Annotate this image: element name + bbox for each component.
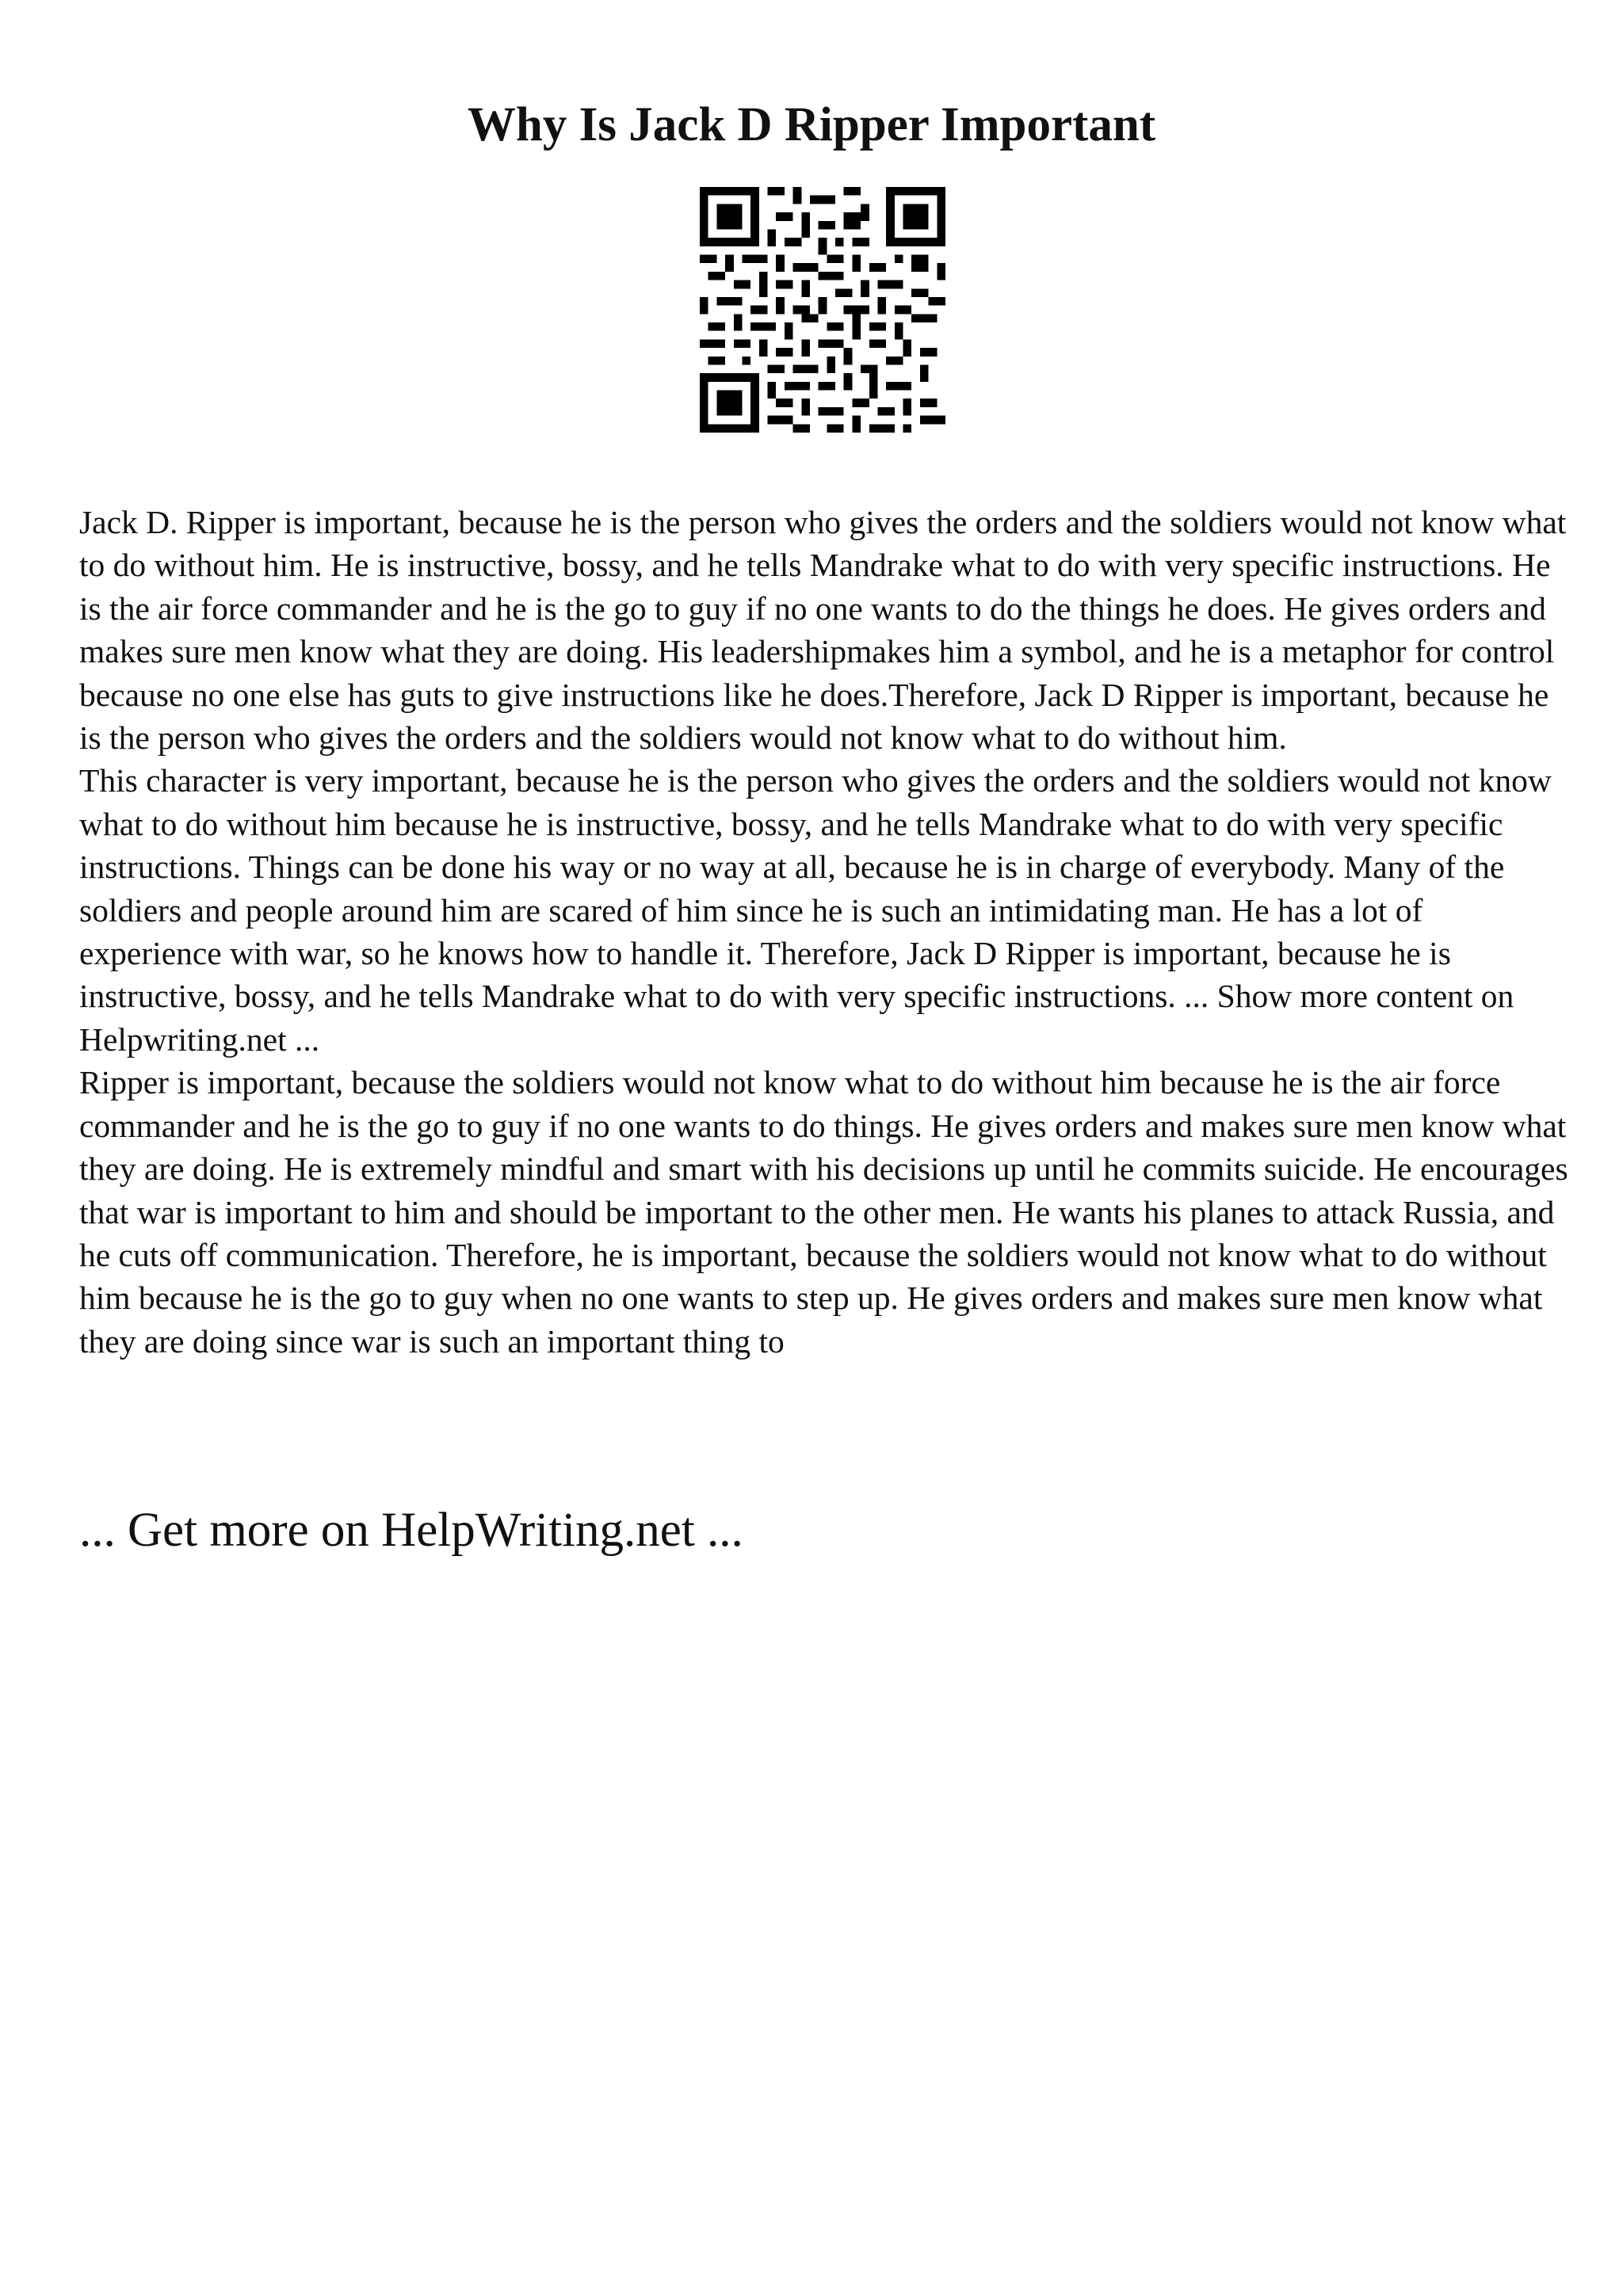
paragraph-2: This character is very important, because he is the person who gives the orders and the soldiers would not know what to do without him because he is instructive, bossy, and he tells Mandrake what to do with very specific instructions. Things can be done his way or no way at all, because he is in charge of everybody. Many of the soldiers and people around him are scared of him since he is such an intimidating man. He has a lot of experience with war, so he knows how to handle it. Therefore, Jack D Ripper is important, because he is instructive, bossy, and he tells Mandrake what to do with very specific instructions. ... Show more content on Helpwriting.net ... — [79, 762, 1552, 1058]
paragraph-1: Jack D. Ripper is important, because he is the person who gives the orders and the soldiers would not know what to do without him. He is instructive, bossy, and he tells Mandrake what to do with very specific instructions. He is the air force commander and he is the go to guy if no one wants to do the things he does. He gives orders and makes sure men know what they are doing. His leadershipmakes him a symbol, and he is a metaphor for control because no one else has guts to give instructions like he does.Therefore, Jack D Ripper is important, because he is the person who gives the orders and the soldiers would not know what to do without him. — [79, 504, 1567, 757]
article-body — [79, 501, 1569, 1363]
qr-code-icon — [700, 187, 945, 433]
page-title: Why Is Jack D Ripper Important — [467, 98, 1156, 151]
get-more-link[interactable]: ... Get more on HelpWriting.net ... — [79, 1504, 743, 1557]
paragraph-3: Ripper is important, because the soldiers would not know what to do without him because he is the air force commander and he is the go to guy if no one wants to do things. He gives orders and makes sure men know what they are doing. He is extremely mindful and smart with his decisions up until he commits suicide. He encourages that war is important to him and should be important to the other men. He wants his planes to attack Russia, and he cuts off communication. Therefore, he is important, because the soldiers would not know what to do without him because he is the go to guy when no one wants to step up. He gives orders and makes sure men know what they are doing since war is such an important thing to — [79, 1064, 1568, 1360]
